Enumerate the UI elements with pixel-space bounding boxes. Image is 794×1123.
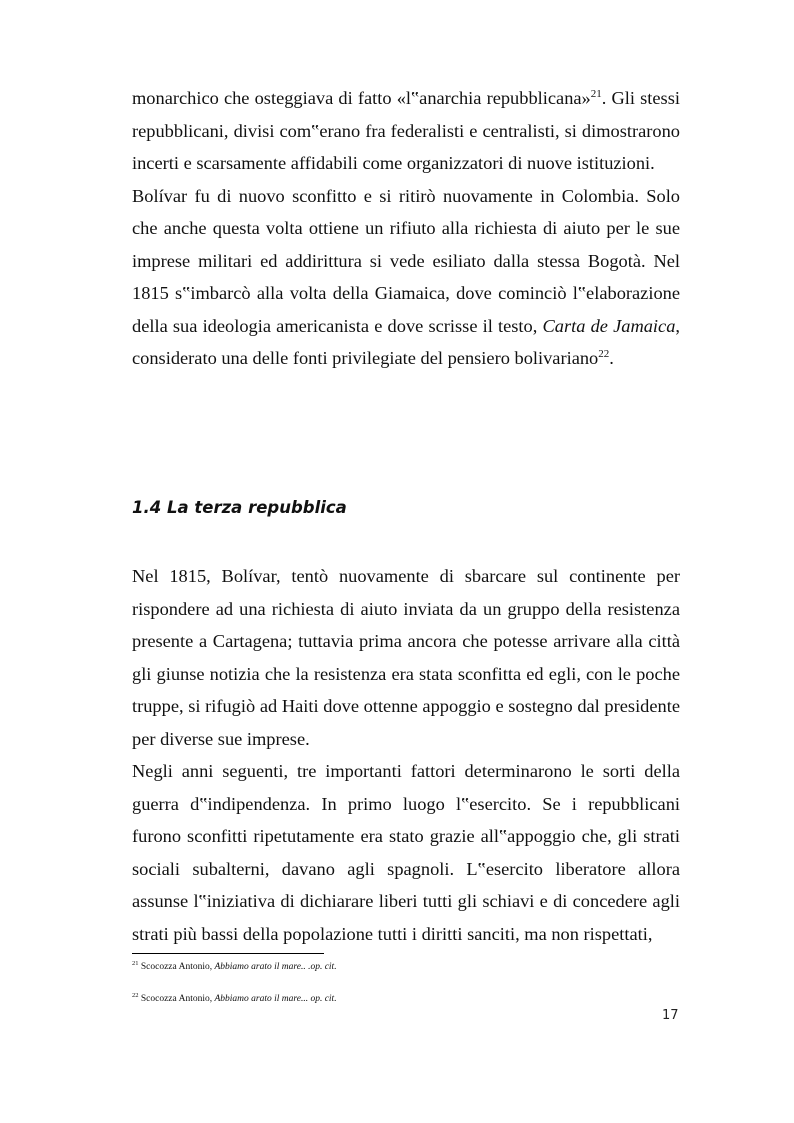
- footnote-number: 22: [132, 991, 139, 999]
- paragraph-text: . Gli stessi repubblicani, divisi com‟erano fra federalisti e centralisti, si dimostrarono incerti e scarsamente affidabili come organizzatori di nuove istituzioni.: [132, 88, 680, 173]
- section-heading: 1.4 La terza repubblica: [132, 498, 347, 517]
- paragraph-continuation: [132, 82, 680, 180]
- footnote-title: Abbiamo arato il mare.. .op. cit.: [214, 962, 337, 972]
- section-body: [132, 560, 680, 950]
- footnote-author: Scocozza Antonio,: [140, 994, 215, 1004]
- work-title-carta-de-jamaica: Carta de Jamaica: [542, 315, 676, 336]
- footnote-author: Scocozza Antonio,: [140, 962, 215, 972]
- page-number: 17: [662, 1008, 679, 1023]
- footnote-title: Abbiamo arato il mare... op. cit.: [214, 994, 337, 1004]
- footnote-ref-22[interactable]: 22: [598, 347, 610, 360]
- footnote-number: 21: [132, 959, 139, 967]
- paragraph-text: , considerato una delle fonti privilegiate del pensiero bolivariano: [132, 315, 681, 368]
- footnote-separator: [132, 953, 324, 954]
- paragraph-third-republic: Nel 1815, Bolívar, tentò nuovamente di sbarcare sul continente per rispondere ad una richiesta di aiuto inviata da un gruppo della resistenza presente a Cartagena; tuttavia prima ancora che potesse arrivare alla città gli giunse notizia che la resistenza era stata sconfitta ed egli, con le poche truppe, si rifugiò ad Haiti dove ottenne appoggio e sostegno dal presidente per diverse sue imprese.: [132, 566, 680, 749]
- footnote-22: [132, 993, 337, 1005]
- paragraph-text: Bolívar fu di nuovo sconfitto e si ritirò nuovamente in Colombia. Solo che anche questa volta ottiene un rifiuto alla richiesta di aiuto per le sue imprese militari ed addirittura si vede esiliato dalla stessa Bogotà. Nel 1815 s‟imbarcò alla volta della Giamaica, dove cominciò l‟elaborazione della sua ideologia americanista e dove scrisse il testo,: [132, 185, 680, 336]
- paragraph-bolivar-exile: [132, 180, 680, 375]
- paragraph-independence-factors: Negli anni seguenti, tre importanti fattori determinarono le sorti della guerra d‟indipendenza. In primo luogo l‟esercito. Se i repubblicani furono sconfitti ripetutamente era stato grazie all‟appoggio che, gli strati sociali subalterni, davano agli spagnoli. L‟esercito liberatore allora assunse l‟iniziativa di dichiarare liberi tutti gli schiavi e di concedere agli strati più bassi della popolazione tutti i diritti sanciti, ma non rispettati,: [132, 761, 680, 944]
- paragraph-text: .: [609, 348, 614, 368]
- footnote-21: [132, 961, 337, 973]
- page-body: [132, 82, 681, 944]
- footnote-ref-21[interactable]: 21: [590, 87, 602, 100]
- paragraph-text: monarchico che osteggiava di fatto «l‟anarchia repubblicana»: [132, 88, 591, 108]
